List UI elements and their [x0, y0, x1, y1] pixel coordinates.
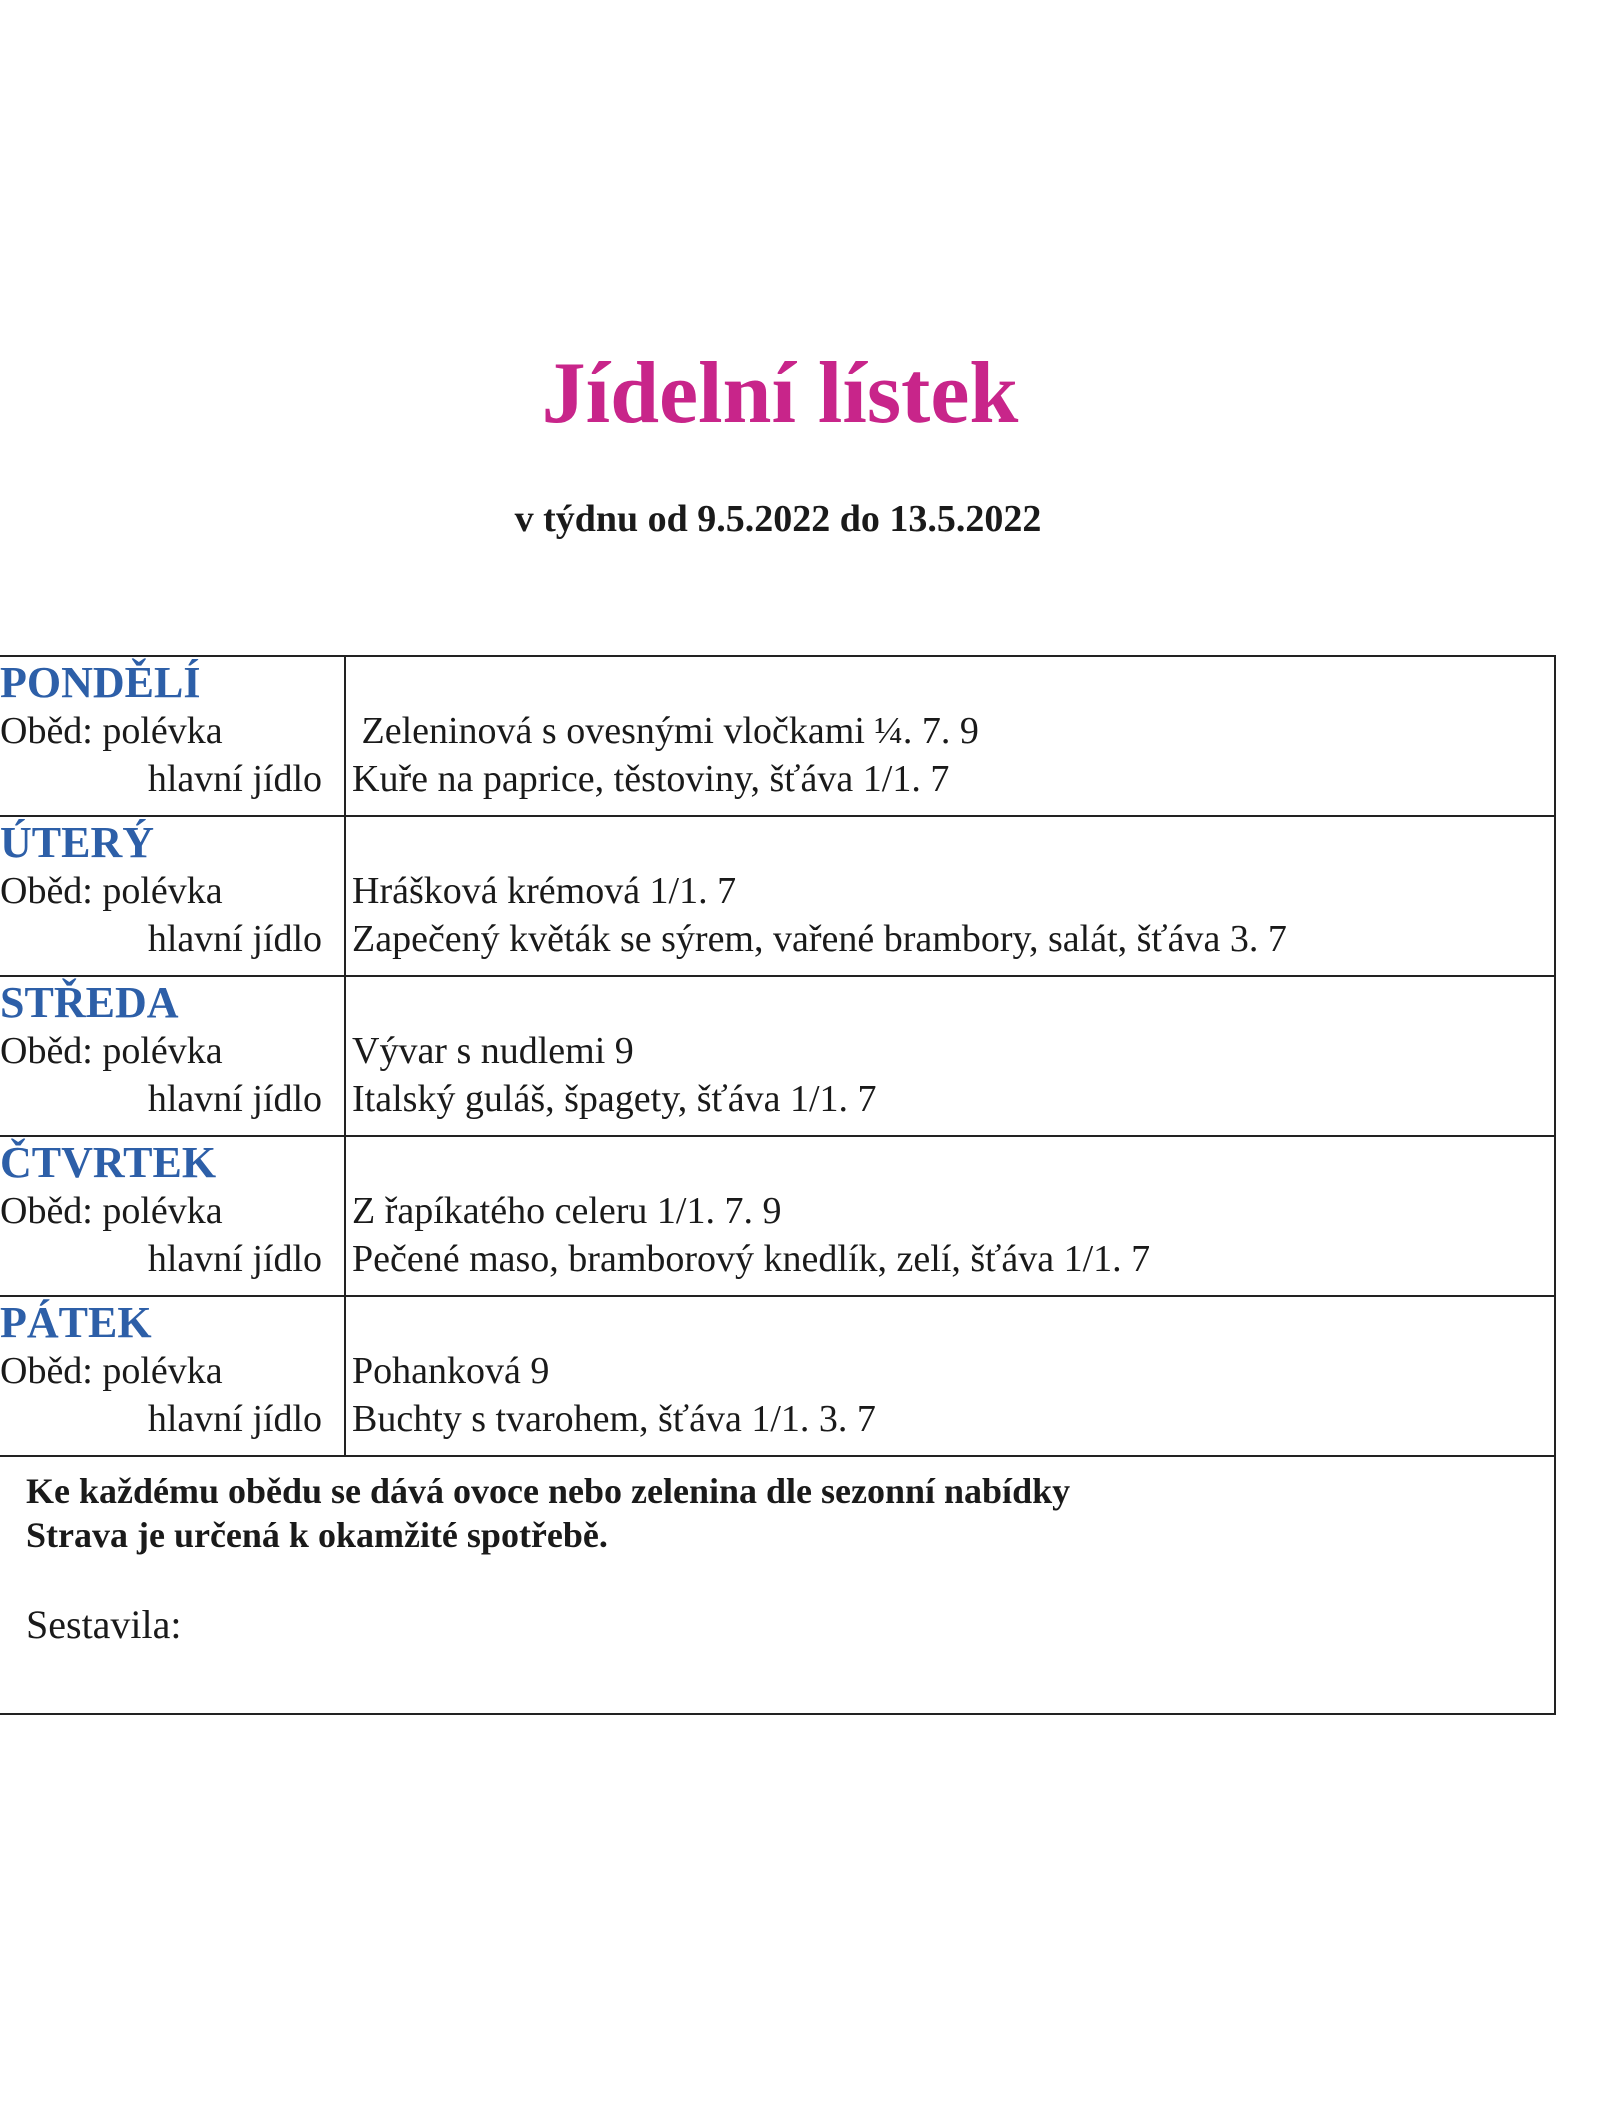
- day-name: PONDĚLÍ: [0, 658, 201, 707]
- main-dish-item: Zapečený květák se sýrem, vařené brambory, salát, šťáva 3. 7: [352, 918, 1287, 960]
- main-dish-item: Pečené maso, bramborový knedlík, zelí, šťáva 1/1. 7: [352, 1238, 1151, 1280]
- day-label-cell: [0, 1137, 346, 1295]
- soup-item: Pohanková 9: [352, 1350, 550, 1392]
- day-label-cell: [0, 817, 346, 975]
- day-name: ÚTERÝ: [0, 818, 155, 867]
- soup-item: Zeleninová s ovesnými vločkami ¼. 7. 9: [352, 710, 979, 752]
- main-dish-item: Italský guláš, špagety, šťáva 1/1. 7: [352, 1078, 877, 1120]
- fruit-note: Ke každému obědu se dává ovoce nebo zelenina dle sezonní nabídky: [26, 1471, 1071, 1511]
- main-dish-item: Buchty s tvarohem, šťáva 1/1. 3. 7: [352, 1398, 876, 1440]
- soup-label: Oběd: polévka: [0, 1190, 223, 1232]
- day-row-tuesday: [0, 817, 1554, 977]
- soup-label: Oběd: polévka: [0, 1030, 223, 1072]
- day-row-monday: [0, 657, 1554, 817]
- soup-label: Oběd: polévka: [0, 710, 223, 752]
- soup-label: Oběd: polévka: [0, 870, 223, 912]
- day-label-cell: [0, 1297, 346, 1455]
- main-dish-label: hlavní jídlo: [147, 1238, 322, 1280]
- page-title: Jídelní lístek: [541, 345, 1019, 442]
- soup-item: Z řapíkatého celeru 1/1. 7. 9: [352, 1190, 782, 1232]
- main-dish-label: hlavní jídlo: [147, 758, 322, 800]
- main-dish-label: hlavní jídlo: [147, 1398, 322, 1440]
- signature-label: Sestavila:: [26, 1602, 182, 1647]
- main-dish-label: hlavní jídlo: [147, 1078, 322, 1120]
- day-name: PÁTEK: [0, 1298, 152, 1347]
- day-name: ČTVRTEK: [0, 1138, 217, 1187]
- day-label-cell: [0, 657, 346, 815]
- day-name: STŘEDA: [0, 978, 179, 1027]
- day-row-friday: [0, 1297, 1554, 1457]
- day-row-thursday: [0, 1137, 1554, 1297]
- day-menu-cell: [346, 817, 1554, 975]
- consumption-note: Strava je určená k okamžité spotřebě.: [26, 1515, 608, 1555]
- day-menu-cell: [346, 1137, 1554, 1295]
- week-range-subtitle: v týdnu od 9.5.2022 do 13.5.2022: [514, 498, 1042, 540]
- soup-label: Oběd: polévka: [0, 1350, 223, 1392]
- day-label-cell: [0, 977, 346, 1135]
- menu-table: [0, 655, 1556, 1715]
- day-menu-cell: [346, 1297, 1554, 1455]
- soup-item: Hrášková krémová 1/1. 7: [352, 870, 737, 912]
- soup-item: Vývar s nudlemi 9: [352, 1030, 634, 1072]
- main-dish-label: hlavní jídlo: [147, 918, 322, 960]
- day-menu-cell: [346, 977, 1554, 1135]
- footer-notes: [0, 1457, 1554, 1713]
- day-row-wednesday: [0, 977, 1554, 1137]
- day-menu-cell: [346, 657, 1554, 815]
- main-dish-item: Kuře na paprice, těstoviny, šťáva 1/1. 7: [352, 758, 950, 800]
